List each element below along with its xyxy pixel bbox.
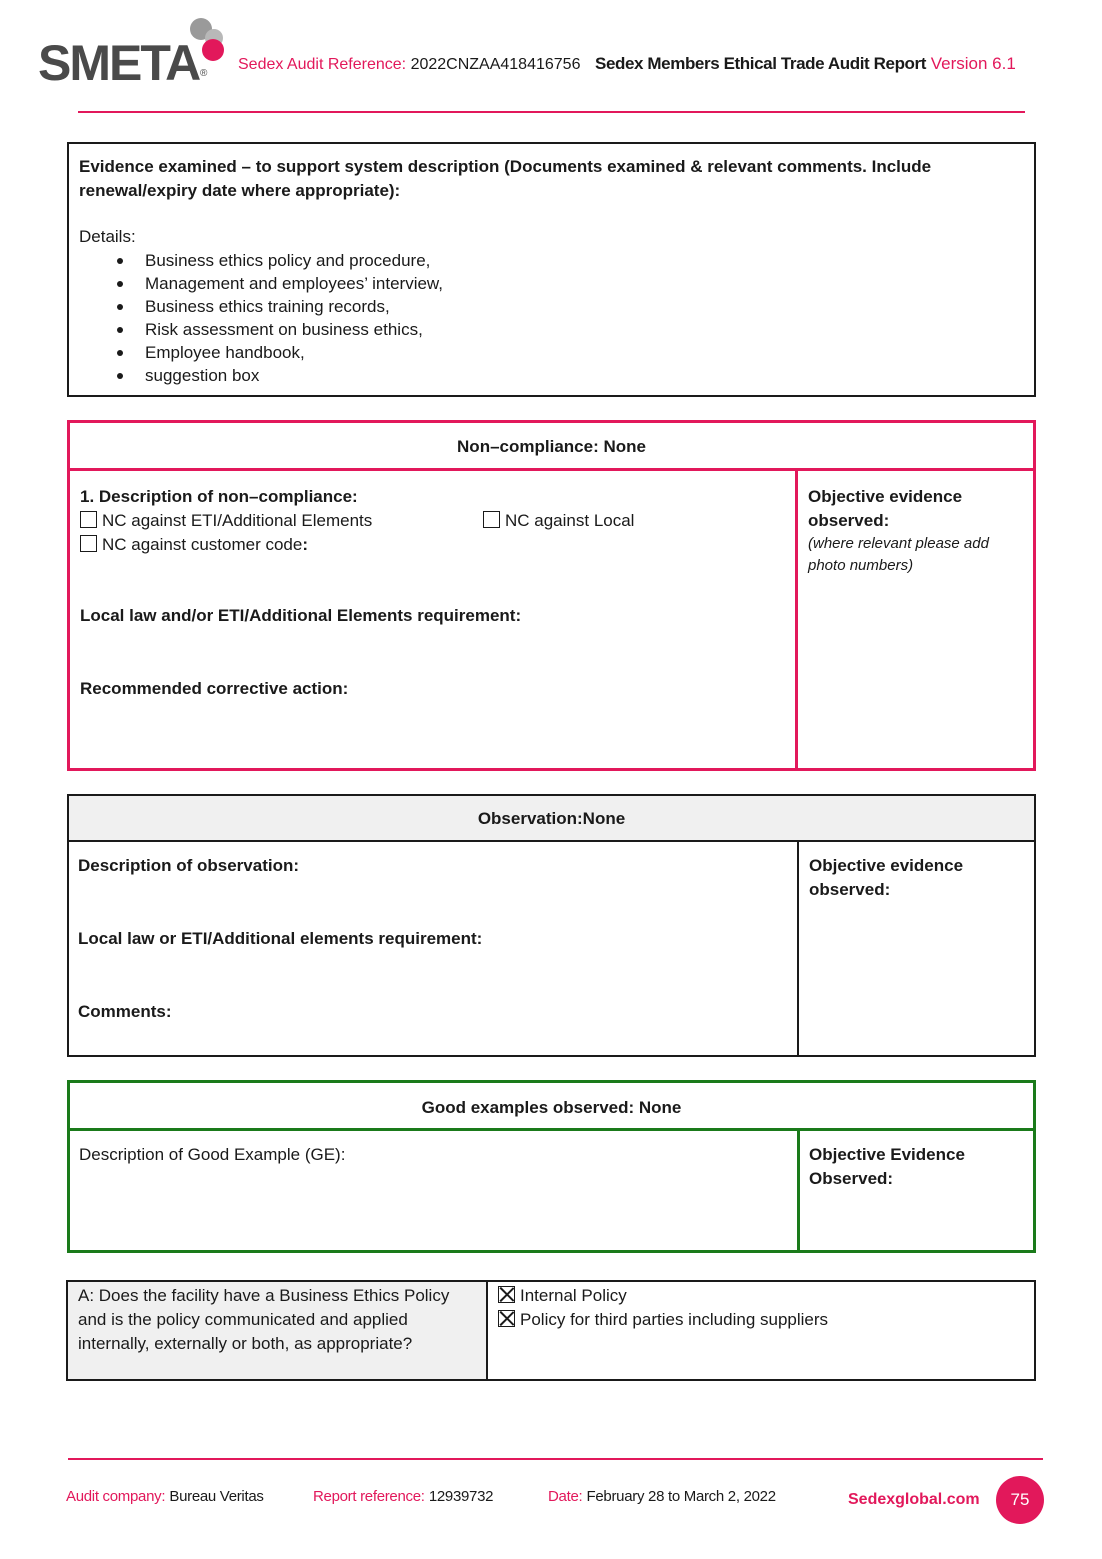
nc-customer-colon: : [302,535,308,554]
nc-local-checkbox[interactable] [483,511,500,528]
footer-divider [68,1458,1043,1460]
non-compliance-details [70,471,798,768]
audit-reference [238,56,580,74]
list-item: Business ethics training records, [113,295,1024,318]
details-label: Details: [79,227,136,246]
report-title-text: Sedex Members Ethical Trade Audit Report [595,54,927,73]
obs-requirement-label: Local law or ETI/Additional elements requirement: [78,929,483,948]
list-item: Risk assessment on business ethics, [113,318,1024,341]
evidence-list [113,249,1024,387]
page-header [38,18,1038,91]
ge-objective-evidence [800,1131,1033,1250]
date-label: Date: [548,1488,583,1505]
report-ref-label: Report reference: [313,1488,425,1505]
nc-corrective-label: Recommended corrective action: [80,679,349,698]
footer-audit-company [66,1488,264,1505]
list-item: Employee handbook, [113,341,1024,364]
obs-comments-label: Comments: [78,1002,172,1021]
list-item: Business ethics policy and procedure, [113,249,1024,272]
report-version: Version 6.1 [930,54,1016,73]
audit-ref-label: Sedex Audit Reference: [238,56,407,73]
nc-customer-checkbox[interactable] [80,535,97,552]
page-footer [66,1488,1046,1518]
logo-dot-pink [202,39,224,61]
logo-text: SMETA [38,35,200,91]
audit-company-value: Bureau Veritas [169,1488,264,1505]
footer-date [548,1488,776,1505]
policy-answers [488,1282,1034,1379]
website-link[interactable]: Sedexglobal.com [848,1491,980,1508]
audit-ref-value: 2022CNZAA418416756 [410,56,581,73]
footer-report-reference [313,1488,493,1505]
good-examples-section [67,1080,1036,1253]
nc-eti-checkbox[interactable] [80,511,97,528]
nc-eti-label: NC against ETI/Additional Elements [102,511,373,530]
smeta-logo [38,18,238,91]
answer-internal-policy [498,1284,1024,1308]
audit-company-label: Audit company: [66,1488,166,1505]
nc-description-label: 1. Description of non–compliance: [80,487,358,506]
nc-local-label: NC against Local [505,511,635,530]
third-party-policy-checkbox[interactable] [498,1310,515,1327]
nc-local-option [483,509,634,533]
obs-objective-evidence [799,842,1034,1055]
nc-requirement-label: Local law and/or ETI/Additional Elements requirement: [80,606,522,625]
policy-question-table [66,1280,1036,1381]
report-title [595,54,1016,74]
observation-details [69,842,799,1055]
answer-third-party-policy [498,1308,1024,1332]
third-party-policy-label: Policy for third parties including suppliers [520,1310,829,1329]
list-item: suggestion box [113,364,1024,387]
internal-policy-label: Internal Policy [520,1286,627,1305]
good-example-description [70,1131,800,1250]
observation-section [67,794,1036,1057]
nc-customer-row [80,533,785,557]
nc-objective-evidence [798,471,1033,768]
non-compliance-title: Non–compliance: None [70,423,1033,471]
report-ref-value: 12939732 [428,1488,494,1505]
nc-checkbox-row [80,509,785,533]
date-value: February 28 to March 2, 2022 [586,1488,776,1505]
nc-evidence-label: Objective evidence observed: [808,487,963,530]
nc-customer-label: NC against customer code [102,535,303,554]
ge-evidence-label: Objective Evidence Observed: [809,1145,965,1188]
obs-description-label: Description of observation: [78,856,300,875]
observation-title: Observation:None [69,796,1034,842]
evidence-section [67,142,1036,397]
evidence-heading: Evidence examined – to support system description (Documents examined & relevant comments. Include renewal/expiry date where appropriate): [79,157,932,200]
page-number-badge: 75 [996,1476,1044,1524]
header-divider [78,111,1025,113]
obs-evidence-label: Objective evidence observed: [809,856,964,899]
internal-policy-checkbox[interactable] [498,1286,515,1303]
policy-question: A: Does the facility have a Business Ethics Policy and is the policy communicated and applied internally, externally or both, as appropriate? [68,1282,488,1379]
logo-registered-mark: ® [200,68,208,79]
ge-description-label: Description of Good Example (GE): [79,1145,346,1164]
nc-evidence-note: (where relevant please add photo numbers) [808,535,989,574]
non-compliance-section [67,420,1036,771]
list-item: Management and employees’ interview, [113,272,1024,295]
good-examples-title: Good examples observed: None [70,1083,1033,1131]
